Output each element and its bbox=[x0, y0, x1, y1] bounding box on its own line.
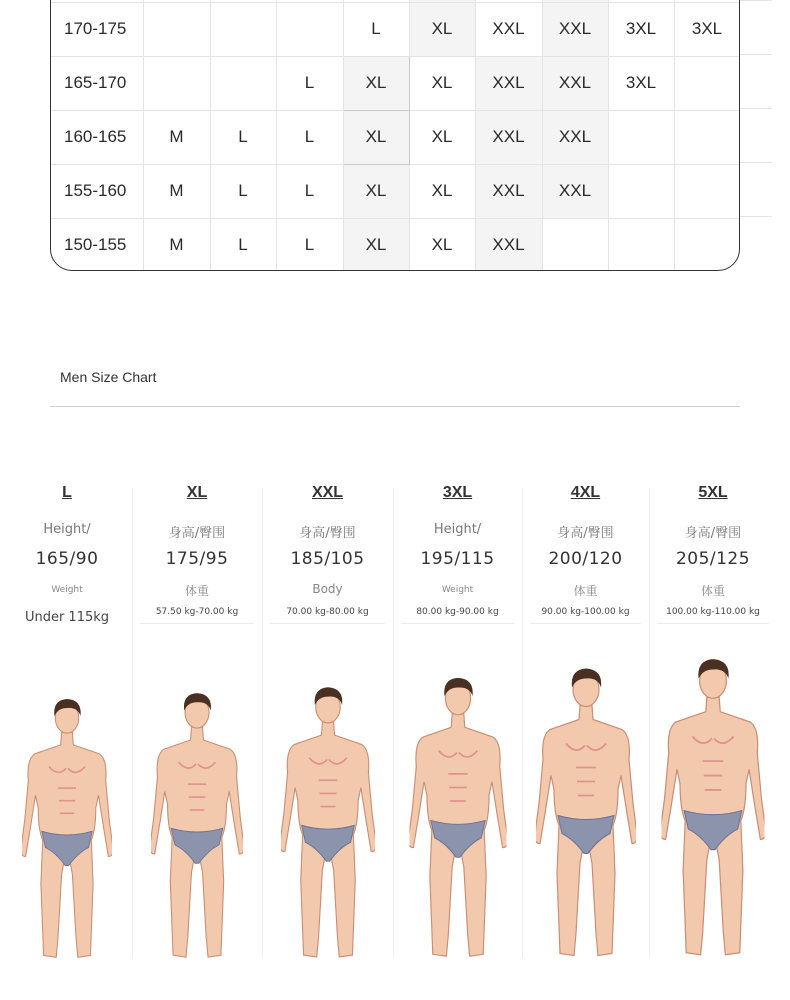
size-column-4xl bbox=[522, 470, 649, 970]
size-cell: 3XL bbox=[674, 2, 740, 56]
size-cell: L bbox=[276, 56, 343, 110]
size-cell: XL bbox=[409, 56, 475, 110]
size-cell: XL bbox=[343, 218, 409, 271]
size-label: XL bbox=[186, 484, 208, 501]
model-figure bbox=[536, 660, 636, 967]
height-hip-value: 195/115 bbox=[420, 549, 495, 569]
size-cell: 3XL bbox=[608, 56, 674, 110]
size-cell bbox=[143, 56, 210, 110]
table-row bbox=[51, 110, 740, 164]
height-hip-label: 身高/臀围 bbox=[557, 526, 614, 541]
size-cell: XL bbox=[409, 218, 475, 271]
size-label: 5XL bbox=[698, 484, 728, 501]
size-cell: XXL bbox=[542, 2, 608, 56]
size-column-xxl bbox=[262, 470, 393, 970]
height-cell: 150-155 bbox=[51, 218, 143, 271]
size-label: 4XL bbox=[570, 484, 601, 501]
size-cell: L bbox=[210, 110, 276, 164]
height-hip-label: 身高/臀围 bbox=[299, 526, 356, 541]
size-cell bbox=[608, 110, 674, 164]
table-row bbox=[51, 2, 740, 56]
size-cell: L bbox=[276, 110, 343, 164]
model-figure-shape bbox=[22, 699, 112, 957]
size-cell bbox=[608, 164, 674, 218]
size-cell: L bbox=[276, 164, 343, 218]
model-figure bbox=[151, 686, 243, 967]
size-label: 3XL bbox=[442, 484, 473, 501]
weight-value: 70.00 kg-80.00 kg bbox=[270, 607, 385, 624]
height-cell: 170-175 bbox=[51, 2, 143, 56]
size-cell: XL bbox=[409, 110, 475, 164]
size-cell bbox=[674, 164, 740, 218]
size-cell bbox=[210, 2, 276, 56]
table-gridline bbox=[740, 0, 772, 1]
model-figure bbox=[22, 692, 112, 967]
height-hip-value: 175/95 bbox=[165, 549, 229, 569]
weight-value: 100.00 kg-110.00 kg bbox=[657, 607, 769, 624]
model-figure-shape bbox=[281, 687, 375, 957]
height-hip-label: Height/ bbox=[43, 522, 91, 537]
model-figure-shape bbox=[409, 678, 506, 956]
height-hip-label: 身高/臀围 bbox=[684, 526, 742, 541]
height-hip-value: 200/120 bbox=[548, 549, 623, 569]
divider bbox=[50, 406, 740, 407]
size-cell: L bbox=[210, 164, 276, 218]
model-figure-shape bbox=[662, 659, 765, 955]
table-row bbox=[51, 218, 740, 271]
height-cell: 155-160 bbox=[51, 164, 143, 218]
size-cell: M bbox=[143, 218, 210, 271]
model-figure bbox=[409, 670, 506, 967]
chart-title: Men Size Chart bbox=[60, 369, 157, 385]
height-hip-value: 205/125 bbox=[675, 549, 751, 569]
height-cell: 165-170 bbox=[51, 56, 143, 110]
size-cell: XXL bbox=[475, 2, 542, 56]
weight-label: Body bbox=[312, 582, 343, 596]
size-cell: XXL bbox=[475, 218, 542, 271]
size-cell bbox=[143, 2, 210, 56]
table-row bbox=[51, 164, 740, 218]
size-column-xl bbox=[132, 470, 262, 970]
weight-value: 80.00 kg-90.00 kg bbox=[401, 607, 514, 624]
model-figure-shape bbox=[151, 693, 243, 957]
size-cell bbox=[276, 2, 343, 56]
size-columns bbox=[0, 470, 790, 980]
weight-value: 57.50 kg-70.00 kg bbox=[140, 607, 254, 624]
model-figure bbox=[281, 680, 375, 967]
size-cell: XL bbox=[343, 56, 409, 110]
height-cell: 160-165 bbox=[51, 110, 143, 164]
size-cell bbox=[542, 218, 608, 271]
size-cell: XXL bbox=[475, 56, 542, 110]
size-cell: XXL bbox=[542, 56, 608, 110]
size-cell: M bbox=[143, 110, 210, 164]
size-cell: L bbox=[343, 2, 409, 56]
size-column-3xl bbox=[393, 470, 522, 970]
size-cell: XXL bbox=[542, 164, 608, 218]
weight-value: Under 115kg bbox=[24, 610, 110, 625]
weight-label: Weight bbox=[441, 585, 474, 595]
weight-label: 体重 bbox=[700, 584, 725, 598]
height-hip-value: 165/90 bbox=[35, 549, 99, 569]
size-cell: 3XL bbox=[608, 2, 674, 56]
height-hip-value: 185/105 bbox=[290, 549, 365, 569]
size-table bbox=[50, 0, 740, 271]
size-cell: XL bbox=[343, 164, 409, 218]
weight-value: 90.00 kg-100.00 kg bbox=[530, 607, 641, 624]
size-cell: XL bbox=[409, 2, 475, 56]
size-cell: XL bbox=[343, 110, 409, 164]
size-cell bbox=[674, 110, 740, 164]
table-gridline bbox=[740, 162, 772, 163]
size-cell: XXL bbox=[475, 110, 542, 164]
table-gridline bbox=[740, 108, 772, 109]
size-cell: M bbox=[143, 164, 210, 218]
size-cell: L bbox=[210, 218, 276, 271]
size-cell: XXL bbox=[475, 164, 542, 218]
table-row bbox=[51, 56, 740, 110]
weight-label: 体重 bbox=[573, 584, 598, 598]
weight-label: 体重 bbox=[184, 584, 209, 598]
weight-label: Weight bbox=[51, 585, 83, 595]
size-cell bbox=[674, 56, 740, 110]
model-figure-shape bbox=[536, 669, 636, 956]
table-gridline bbox=[740, 216, 772, 217]
size-cell bbox=[674, 218, 740, 271]
size-cell: XXL bbox=[542, 110, 608, 164]
size-cell bbox=[608, 218, 674, 271]
size-cell bbox=[210, 56, 276, 110]
size-label: L bbox=[62, 484, 72, 501]
size-cell: L bbox=[276, 218, 343, 271]
height-hip-label: 身高/臀围 bbox=[168, 526, 226, 541]
size-label: XXL bbox=[311, 484, 344, 501]
size-column-5xl bbox=[649, 470, 777, 970]
size-cell: XL bbox=[409, 164, 475, 218]
table-gridline bbox=[740, 54, 772, 55]
size-column-l bbox=[2, 470, 132, 970]
model-figure bbox=[662, 650, 765, 967]
height-hip-label: Height/ bbox=[433, 522, 482, 537]
